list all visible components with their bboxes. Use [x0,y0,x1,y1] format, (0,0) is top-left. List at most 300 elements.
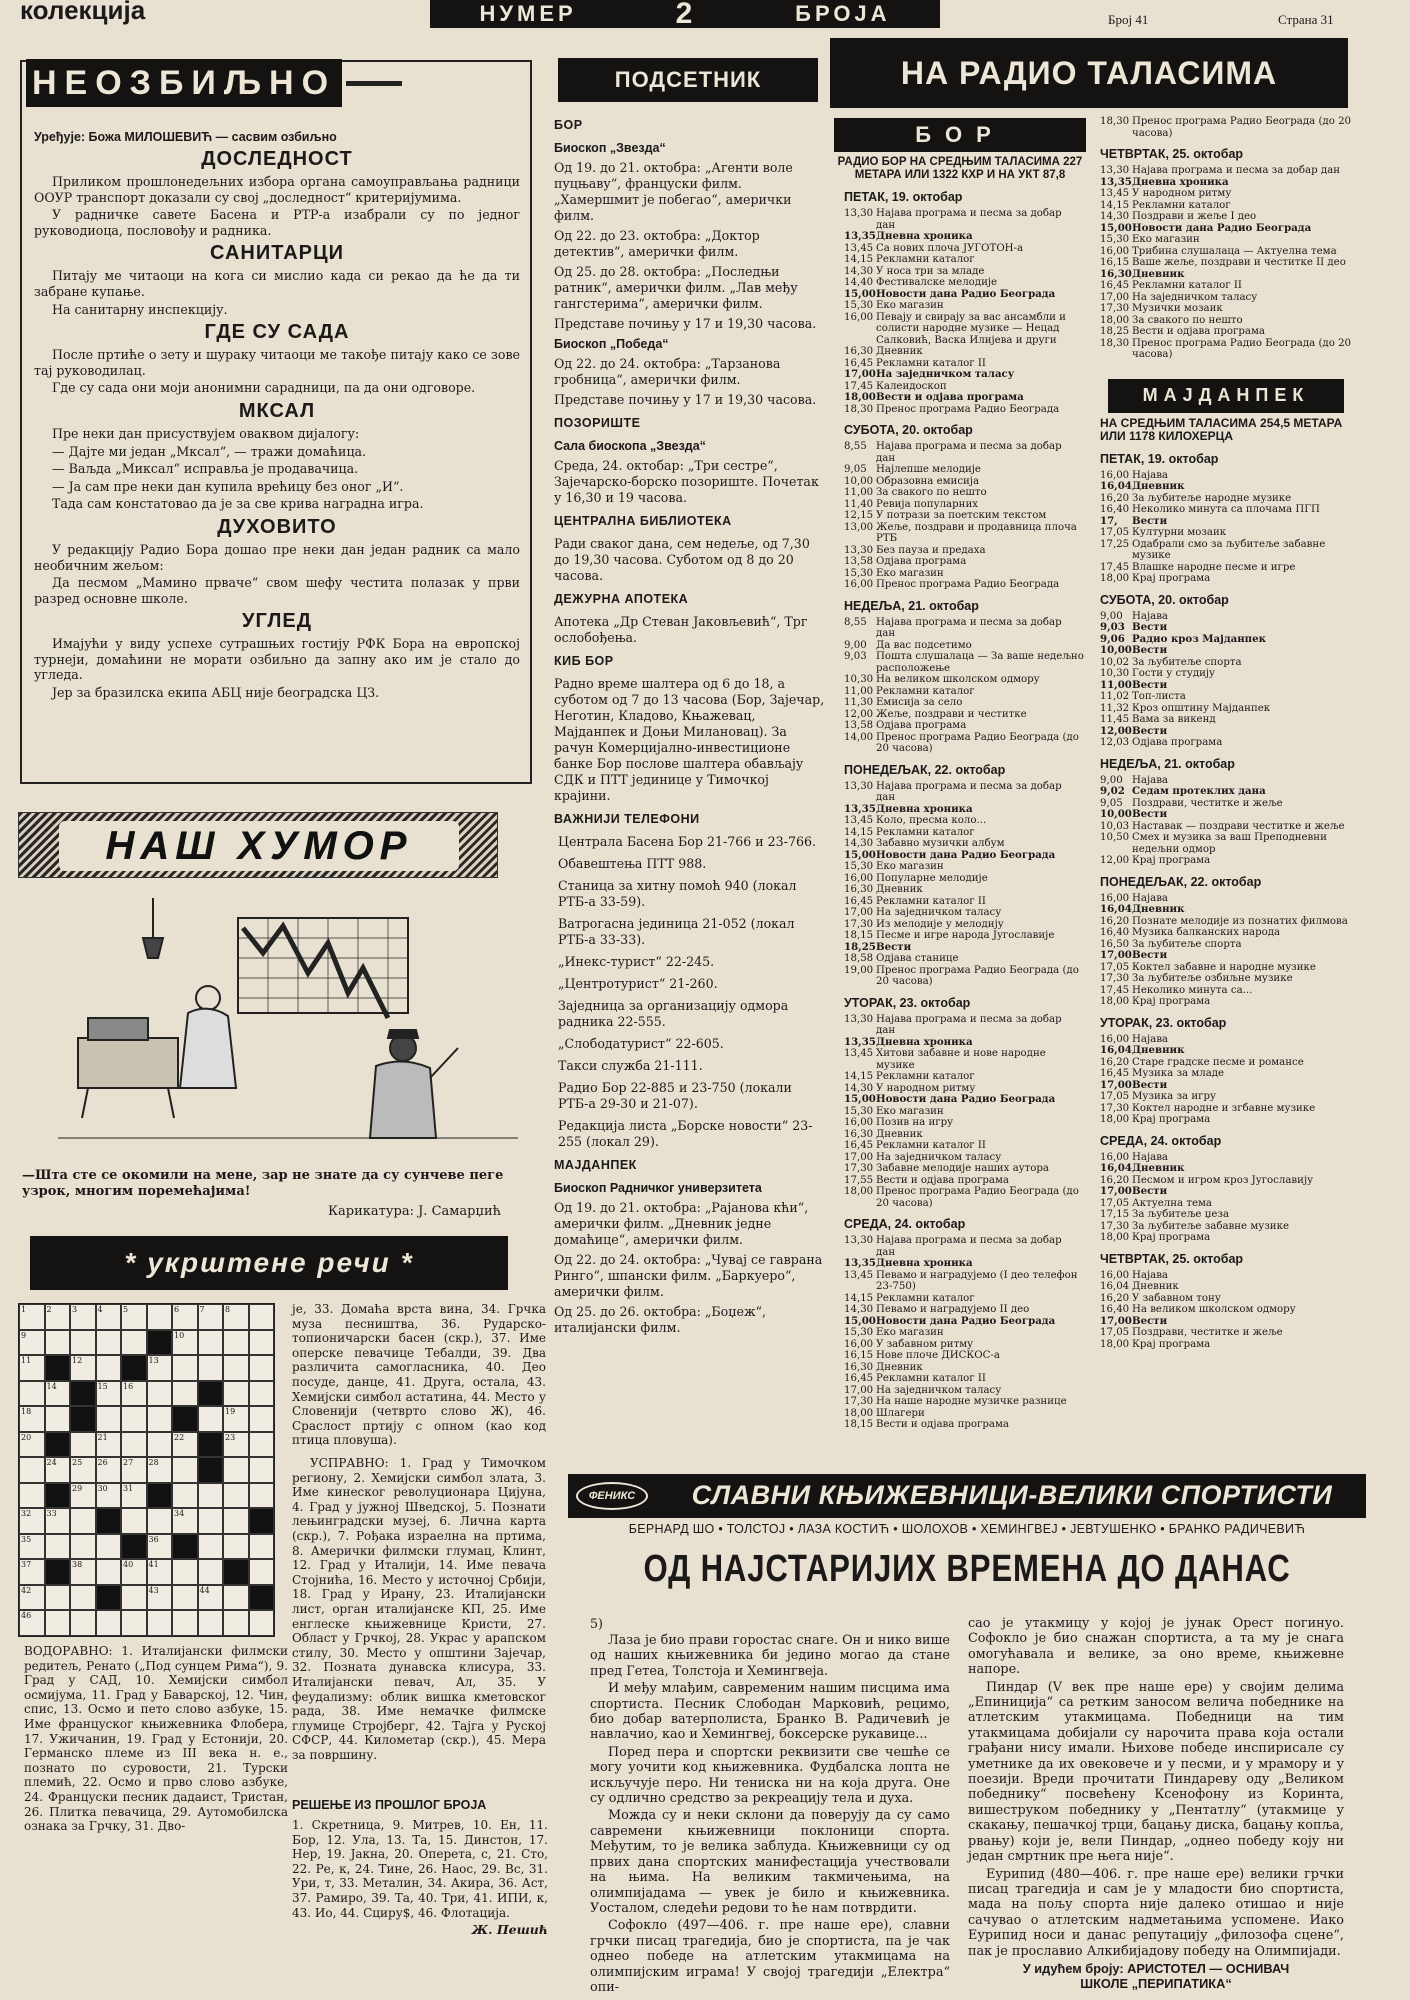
schedule-row [844,942,1084,954]
schedule-time: 16,00 [844,579,874,590]
schedule-time: 17,05 [1100,1327,1130,1338]
grid-cell [198,1406,224,1432]
radio-majdanpek-days [1094,452,1352,1351]
schedule-show: Познате мелодије из познатих филмова [1132,915,1348,927]
schedule-row [844,579,1084,591]
schedule-time: 16,40 [1100,927,1130,938]
schedule-show: Фестивалске мелодије [876,277,998,288]
cell-number: 43 [148,1585,159,1595]
black-cell [70,1381,96,1407]
item-paragraph: — Ја сам пре неки дан купила врећицу без оног „И“. [52,478,404,494]
schedule-show: Крај програма [1132,573,1211,584]
crossword-banner [30,1236,508,1290]
listing-line: Од 25. до 28. октобра: „Последњи ратник“, амерички филм. „Лав међу гангстерима“, амерички филм. [554,264,798,311]
across-clues: 1. Италијански филмски редитељ, Ренато („Под сунцем Рима“), 9. Град у САД, 10. Хемијски симбол осмијума, 11. Град у Баварској, 12. Чин, спис, 13. Осмо и пето слово азбуке, 15. Име француског књижевника Флобера, 17. Ужичанин, 19. Град у Естонији, 20. Германско племе из III века н. е., познато по суровости, 21. Турски племић, 22. Осмо и прво слово азбуке, 24. Француски песник дадаист, Тристан, 26. Плитка певачица, 29. Аутомобилска ознака за Грчку, 31. Дво- [24,1644,288,1834]
listing-line: Од 22. до 24. октобра: „Тарзанова гробница“, амерички филм. [554,356,781,387]
schedule-row [844,346,1084,358]
podsetnik-title: ПОДСЕТНИК [614,67,762,92]
schedule-show: Без пауза и предаха [876,544,986,556]
schedule-row [1100,973,1352,985]
schedule-row [1100,1103,1352,1115]
schedule-show: Еко магазин [1132,234,1200,245]
schedule-row [844,1014,1084,1037]
schedule-show: Вести [876,940,912,953]
black-cell [198,1457,224,1483]
crossword-solution [292,1798,548,1937]
schedule-time: 16,45 [1100,1068,1130,1079]
article-paragraph: Можда су и неки склони да поверују да су само савремени књижевници поклоници спорта. Међутим, то је велика заблуда. Књижевници су од првих дана спортских манифестација учествовали на њима. На великим такмичењима, на олимпијадама — увек је било и књижевника. Уосталом, следећи редови то ће нам потврдити. [590,1808,950,1916]
radio-carryover [1094,116,1352,139]
schedule-row [844,873,1084,885]
black-cell [96,1585,122,1611]
schedule-row [1100,1281,1352,1293]
item-paragraph: После пртиће о зету и шураку читаоци ме такође питају како се зове тај руководилац. [34,347,520,378]
item-heading: МКСАЛ [238,399,316,422]
schedule-time: 16,45 [844,895,874,907]
desk [78,1038,178,1088]
schedule-time: 8,55 [844,616,867,628]
cell-number: 13 [148,1356,159,1365]
schedule-row [1100,916,1352,928]
section-heading: БОР [554,118,583,132]
schedule-show: Жеље, поздрави и честитке [876,708,1027,720]
schedule-show: Најава [1132,1269,1168,1281]
grid-cell [121,1508,147,1534]
schedule-time: 9,05 [844,464,867,475]
schedule-row [844,476,1084,488]
item-heading: ГДЕ СУ САДА [204,321,350,344]
schedule-show: Рекламни каталог [876,254,975,265]
schedule-time: 17,05 [1100,1091,1130,1102]
cell-number: 23 [225,1432,236,1442]
neozbiljno-title [26,58,402,108]
grid-cell [121,1432,147,1458]
schedule-time: 11,00 [1100,678,1132,691]
item-paragraph: Приликом прошлонедељних избора органа самоуправљања радници ООУР транспорт доказали су свој „доследност“ критеријумима. [34,174,520,205]
schedule-show: Коктел народне и згбавне музике [1132,1102,1316,1114]
radio-majdanpek-subtitle: НА СРЕДЊИМ ТАЛАСИМА 254,5 МЕТАРА ИЛИ 1178 КИЛОХЕРЦА [1100,415,1343,443]
schedule-row [844,1396,1084,1408]
schedule-time: 16,40 [1100,1304,1130,1315]
schedule-row [1100,832,1352,855]
schedule-show: Ревија популарних [876,498,978,510]
schedule-time: 9,06 [1100,632,1125,645]
schedule-row [1100,1221,1352,1233]
humor-credit: Карикатура: Ј. Самарџић [328,1204,502,1219]
schedule-show: Дневна хроника [876,802,973,815]
grid-cell [70,1304,96,1330]
item-heading: ДУХОВИТО [217,515,337,538]
schedule-row [844,1140,1084,1152]
grid-cell [249,1381,275,1407]
cartoon-illustration [58,898,518,1148]
schedule-show: Еко магазин [876,567,944,579]
grid-cell [172,1330,198,1356]
grid-cell [45,1406,71,1432]
neozbiljno-title-box [26,59,342,107]
schedule-show: Образовна емисија [876,475,980,487]
cell-number: 31 [123,1483,134,1493]
schedule-show: Вести [1132,808,1168,820]
publisher-logo-text: ФЕНИКС [588,1490,636,1502]
schedule-time: 16,04 [1100,1281,1130,1292]
podsetnik-body [554,102,826,1336]
schedule-day: СУБОТА, 20. октобар [1100,592,1229,607]
page-number: Страна 31 [1278,12,1334,27]
schedule-row [844,208,1084,231]
grid-cell [172,1508,198,1534]
schedule-show: Најава програма и песма за добар дан [876,441,1062,464]
masthead-center-banner [430,0,940,28]
schedule-time: 17,30 [1100,1220,1130,1232]
schedule-show: У забавном ритму [876,1338,974,1350]
cell-number: 29 [72,1483,83,1493]
schedule-time: 12,00 [1100,724,1132,737]
schedule-time: 14,15 [844,254,874,265]
schedule-show: Вести и одјава програма [876,1174,1009,1186]
listing-line: Представе почињу у 17 и 19,30 часова. [554,392,817,407]
schedule-time: 16,40 [1100,504,1130,515]
schedule-show: На заједничком таласу [876,1151,1002,1163]
schedule-show: Певамо и наградујемо II део [876,1304,1030,1315]
black-cell [121,1355,147,1381]
schedule-show: Дневник [1132,267,1185,280]
schedule-time: 14,15 [844,1292,874,1304]
venue-title: Биоскоп Радничког универзитета [554,1181,762,1195]
schedule-show: Пренос програма Радио Београда (до 20 часова) [876,964,1079,987]
schedule-row [844,254,1084,266]
schedule-time: 18,30 [1100,116,1130,127]
schedule-time: 13,30 [844,1013,874,1025]
cell-number: 21 [97,1432,108,1442]
listing-line: Од 25. до 26. октобра: „Боџеж“, италијански филм. [554,1304,766,1335]
neozbiljno-items [34,148,520,701]
grid-cell [147,1610,173,1636]
humor-banner [18,812,498,878]
schedule-time: 17,25 [1100,538,1130,550]
grid-cell [198,1508,224,1534]
schedule-row [844,965,1084,988]
listing-line: Радно време шалтера од 6 до 18, а суботом од 7 до 13 часова (Бор, Зајечар, Неготин, Кладово, Књажевац, Мајданпек и Доњи Милановац). За рачун Комерцијално-инвестиционе банке Бор послове шалтера обављају СДК и ПТТ јединице у Тимочкој крајини. [554,676,825,803]
schedule-show: Најава програма и песма за добар дан [876,208,1062,231]
schedule-row [1100,1304,1352,1316]
masthead-word: БРОЈА [795,1,891,26]
grid-cell [223,1457,249,1483]
schedule-row [1100,200,1352,212]
podsetnik-column [554,58,826,1478]
feature-banner-title: СЛАВНИ КЊИЖЕВНИЦИ-ВЕЛИКИ СПОРТИСТИ [691,1480,1333,1510]
schedule-time: 9,03 [844,651,867,662]
schedule-row [844,464,1084,476]
schedule-row [1100,927,1352,939]
schedule-show: Вести и одјава програма [1132,326,1265,337]
schedule-time: 18,25 [1100,326,1130,337]
schedule-row [844,1235,1084,1258]
black-cell [198,1381,224,1407]
schedule-show: Вести [1132,1314,1168,1327]
schedule-day: НЕДЕЉА, 21. октобар [844,598,979,613]
schedule-time: 17,05 [1100,961,1130,973]
schedule-row [844,1048,1084,1071]
cell-number: 6 [174,1305,180,1314]
schedule-show: Пренос програма Радио Београда (до 20 часова) [1132,116,1352,139]
grid-cell [121,1406,147,1432]
schedule-row [1100,1080,1352,1092]
schedule-show: Дневна хроника [1132,175,1229,188]
radio-majdanpek-title: МАЈДАНПЕК [1142,385,1310,405]
schedule-row [844,1186,1084,1209]
schedule-time: 19,00 [844,964,874,976]
schedule-show: Музички мозаик [1132,303,1223,314]
grid-cell [19,1381,45,1407]
grid-cell [223,1406,249,1432]
schedule-time: 14,40 [844,277,874,288]
schedule-show: Топ-листа [1132,691,1186,702]
black-cell [45,1559,71,1585]
grid-cell [223,1330,249,1356]
schedule-show: На заједничком таласу [876,1384,1002,1396]
grid-cell [70,1483,96,1509]
man-head [196,986,220,1010]
listing-line: „Слободатурист“ 22-605. [558,1036,724,1051]
schedule-time: 17,45 [844,380,874,392]
schedule-show: Актуелна тема [1132,1197,1212,1209]
item-paragraph: На санитарну инспекцију. [52,301,228,317]
schedule-time: 10,50 [1100,832,1130,843]
schedule-show: Рекламни каталог II [876,895,986,907]
grid-cell [172,1585,198,1611]
schedule-show: Дневник [1132,1281,1179,1292]
schedule-show: Вести [1132,949,1168,961]
item-paragraph: Пре неки дан присуствујем оваквом дијалогу: [52,425,360,441]
schedule-show: Поздрави, честитке и жеље [1132,797,1283,809]
schedule-time: 16,00 [844,311,874,323]
publisher-logo [576,1482,648,1510]
schedule-show: Радио кроз Мајданпек [1132,632,1266,645]
schedule-row [1100,737,1352,749]
schedule-row [1100,821,1352,833]
schedule-show: Из мелодије у мелодију [876,918,1004,930]
schedule-time: 18,00 [1100,996,1130,1007]
schedule-time: 17,45 [1100,561,1130,573]
black-cell [172,1534,198,1560]
schedule-time: 13,30 [1100,165,1130,176]
schedule-row [844,1362,1084,1374]
schedule-time: 16,50 [1100,938,1130,950]
down-lead: УСПРАВНО: [310,1456,389,1470]
schedule-show: Одабрали смо за љубитеље забавне музике [1132,538,1326,561]
schedule-day: ЧЕТВРТАК, 25. октобар [1100,1251,1244,1266]
schedule-time: 15,30 [844,861,874,872]
radio-bor-column [830,118,1090,1431]
schedule-day: ПОНЕДЕЉАК, 22. октобар [844,762,1006,777]
radio-bor-days [830,190,1090,1431]
schedule-row [844,1316,1084,1328]
schedule-row [1100,246,1352,258]
schedule-time: 15,30 [844,1105,874,1117]
schedule-time: 16,00 [844,1338,874,1350]
radio-title: НА РАДИО ТАЛАСИМА [900,54,1278,91]
schedule-show: Забавно музички албум [876,838,1005,849]
schedule-row [1100,1186,1352,1198]
crossword-grid [18,1303,275,1637]
schedule-time: 17,00 [1100,1185,1132,1197]
title-dash [346,81,402,86]
cell-number: 4 [97,1305,103,1314]
schedule-row [1100,1327,1352,1339]
grid-cell [198,1304,224,1330]
schedule-time: 18,00 [1100,1114,1130,1125]
typewriter [88,1018,148,1040]
schedule-row [844,640,1084,652]
section-heading: ВАЖНИЈИ ТЕЛЕФОНИ [554,812,700,826]
schedule-time: 17,15 [1100,1209,1130,1220]
feature-col2-text [968,1616,1344,1959]
grid-cell [70,1585,96,1611]
schedule-row [1100,188,1352,200]
schedule-time: 15,30 [1100,234,1130,245]
schedule-time: 17,00 [1100,949,1132,961]
solution-text: 1. Скретница, 9. Митрев, 10. Ен, 11. Бор, 12. Ула, 13. Та, 15. Динстон, 17. Нер, 19. Јакна, 20. Оперета, с, 21. Сто, 22. Ре, к, 24. Тине, 26. Наос, 29. Вс, 31. Ури, т, 33. Металин, 34. Акира, 36. Аст, 37. Рамиро, 39. Та, 40. Три, 41. ИПИ, к, 43. Ио, 44. Сциру$, 46. Флотација. [292,1818,548,1920]
issue-number: Број 41 [1108,12,1149,27]
schedule-row [844,815,1084,827]
cell-number: 46 [21,1611,32,1620]
grid-cell [147,1381,173,1407]
schedule-time: 17,30 [1100,973,1130,984]
feature-number: 5) [590,1616,603,1631]
grid-cell [172,1381,198,1407]
radio-bor-banner [834,118,1086,152]
crossword-across [24,1644,288,1834]
schedule-show: Жеље, поздрави и продавница плоча РТБ [876,521,1077,544]
schedule-show: Забавне мелодије наших аутора [876,1163,1050,1174]
section-heading: ДЕЖУРНА АПОТЕКА [554,592,689,606]
item-paragraph: У радничке савете Басена и РТР-а изабрали су по једног руководиоца, пословођу и радника. [34,207,520,238]
schedule-row [1100,292,1352,304]
schedule-show: Крај програма [1132,855,1211,866]
chart-grid [238,918,408,1013]
schedule-time: 12,00 [1100,855,1130,866]
grid-cell [172,1355,198,1381]
schedule-show: Дневник [1132,480,1185,492]
schedule-row [844,686,1084,698]
cell-number: 7 [199,1305,205,1314]
masthead-left-title: колекција [20,0,146,25]
grid-cell [223,1355,249,1381]
grid-cell [249,1610,275,1636]
feature-names: БЕРНАРД ШО • ТОЛСТОЈ • ЛАЗА КОСТИЋ • ШОЛОХОВ • ХЕМИНГВЕЈ • ЈЕВТУШЕНКО • БРАНКО РАДИЧЕВИЋ [628,1522,1306,1536]
cell-number: 24 [46,1458,57,1467]
grid-cell [249,1355,275,1381]
section-heading: КИБ БОР [554,654,614,668]
listing-line: Централа Басена Бор 21-766 и 23-766. [558,834,816,849]
schedule-time: 14,30 [844,265,874,277]
feature-headline: ОД НАЈСТАРИЈИХ ВРЕМЕНА ДО ДАНАС [643,1548,1291,1590]
schedule-show: Вести [1132,514,1168,527]
schedule-show: На заједничком таласу [876,907,1002,918]
schedule-row [1100,657,1352,669]
grid-cell [249,1304,275,1330]
schedule-show: За љубитеље џеза [1132,1209,1230,1220]
schedule-row [844,231,1084,243]
schedule-show: Музика за младе [1132,1068,1225,1079]
schedule-time: 13,30 [844,780,874,792]
schedule-time: 10,00 [844,475,874,487]
schedule-time: 14,30 [844,1082,874,1094]
feature-banner [568,1474,1366,1518]
schedule-row [1100,726,1352,738]
cell-number: 2 [46,1305,52,1314]
radio-majdanpek-banner [1108,379,1344,413]
schedule-row [1100,1293,1352,1305]
schedule-time: 13,35 [844,230,876,242]
item-paragraph: Јер за бразилска екипа АБЦ није београдска ЦЗ. [52,685,380,701]
schedule-time: 9,02 [1100,785,1125,797]
schedule-row [1100,691,1352,703]
schedule-show: Дневник [1132,1044,1185,1056]
cell-number: 8 [225,1305,231,1314]
schedule-show: Пренос програма Радио Београда [876,579,1060,590]
schedule-time: 15,30 [844,1327,874,1338]
grid-cell [198,1534,224,1560]
grid-cell [19,1483,45,1509]
schedule-row [1100,493,1352,505]
schedule-row [1100,904,1352,916]
item-paragraph: — Ваљда „Миксал“ исправља је продавачица. [52,461,359,477]
schedule-time: 10,03 [1100,820,1130,832]
cell-number: 19 [225,1407,236,1416]
crossword-author: Ж. Пешић [471,1922,548,1938]
article-paragraph: Пиндар (V век пре наше ере) у својим делима „Епиниција“ са ретким заносом велича победнике на атлетским утакмицама. Победници на тим утакмицама добијали су нарочита права која остали грађани нису имали. Њихове победе инспирисале су уметнике да их овековече и у песми, и у мрамору и у поезији. Вреди прочитати Пиндареву оду „Великом победнику“ посвећену Ксенофону из Коринта, вишеструком победнику у „Пентатлу“ (утакмице у скакању, пешачкој трци, бацању диска, бацању копља, рвању) који је, вели Пиндар, „однео победу коју ни један смртник пре њега није“. [968,1679,1344,1865]
grid-cell [121,1585,147,1611]
cell-number: 30 [97,1483,108,1493]
schedule-row [1100,1114,1352,1126]
schedule-time: 10,00 [1100,808,1132,820]
feature-article [568,1474,1368,1994]
schedule-time: 13,30 [844,544,874,556]
grid-cell [121,1381,147,1407]
schedule-show: Дневна хроника [876,1035,973,1048]
schedule-row [1100,985,1352,997]
grid-cell [121,1457,147,1483]
listing-line: Среда, 24. октобар: „Три сестре“, Зајечарско-борско позориште. Почетак у 16,30 и 19 часова. [554,458,819,505]
grid-cell [45,1610,71,1636]
pointing-arm [430,1048,458,1078]
item-heading: САНИТАРЦИ [210,242,344,265]
black-cell [223,1559,249,1585]
grid-cell [45,1381,71,1407]
schedule-time: 9,00 [844,639,867,651]
schedule-row [1100,504,1352,516]
schedule-time: 17,05 [1100,527,1130,538]
schedule-time: 13,35 [1100,175,1132,188]
schedule-show: Влашке народне песме и игре [1132,561,1296,573]
article-paragraph: Софокло (497—406. г. пре наше ере), славни грчки писац трагедија, био је спортиста, па је чак однео победе на атлетским утакмицама на олимпијским играма! У својој трагедији „Електра“ опи- [590,1918,950,1995]
grid-cell [96,1559,122,1585]
crossword-down [292,1456,546,1762]
schedule-row [1100,1091,1352,1103]
grid-cell [19,1355,45,1381]
black-cell [147,1483,173,1509]
schedule-time: 9,00 [1100,774,1123,786]
schedule-show: Одјава станице [876,953,959,964]
schedule-row [1100,680,1352,692]
cell-number: 42 [21,1585,32,1595]
schedule-show: Кроз општину Мајданпек [1132,702,1271,714]
schedule-time: 18,15 [844,1419,874,1430]
cell-number: 11 [21,1356,32,1365]
listing-line: Такси служба 21-111. [558,1058,703,1073]
